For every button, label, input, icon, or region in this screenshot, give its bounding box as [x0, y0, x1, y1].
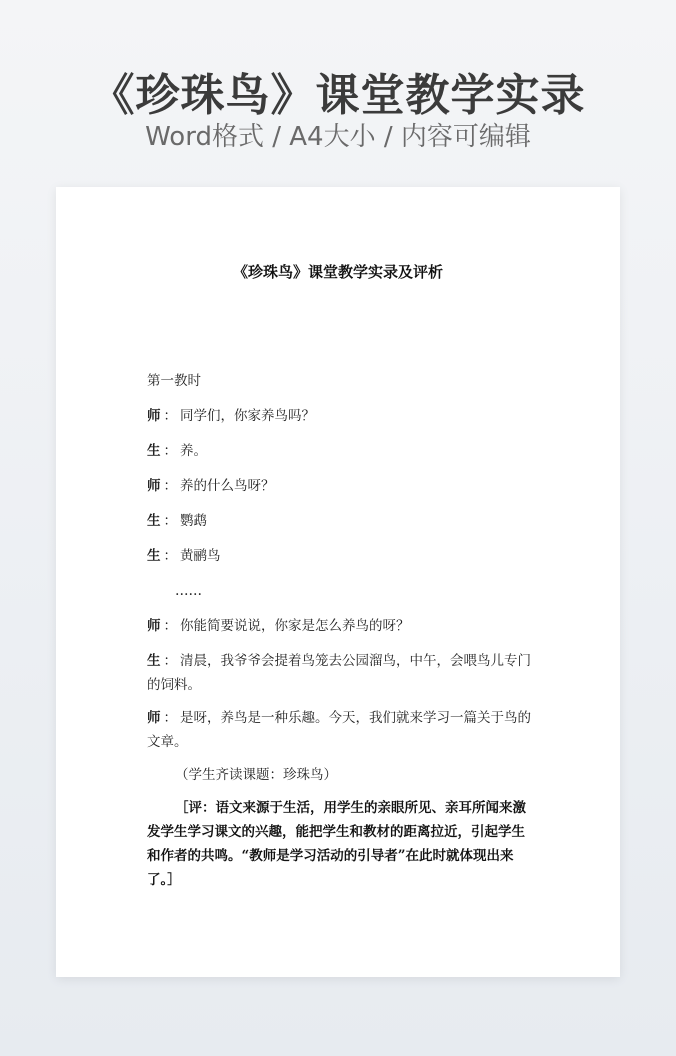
dialogue-line [147, 706, 533, 754]
separator: ： [163, 548, 177, 564]
dialogue-text: 是呀，养鸟是一种乐趣。今天，我们就来学习一篇关于鸟的文章。 [147, 710, 531, 750]
dialogue-line [147, 509, 533, 533]
speaker-label: 师 [147, 478, 161, 494]
separator: ： [163, 710, 177, 726]
banner-title: 《珍珠鸟》课堂教学实录 [90, 70, 586, 121]
dialogue-text: 鹦鹉 [180, 513, 207, 529]
dialogue-text: 你能简要说说，你家是怎么养鸟的呀？ [180, 618, 410, 634]
ellipsis: …… [175, 583, 202, 599]
separator: ： [163, 478, 177, 494]
document-body [147, 369, 533, 892]
speaker-label: 生 [147, 513, 161, 529]
dialogue-text: 养。 [180, 443, 207, 459]
speaker-label: 师 [147, 408, 161, 424]
dialogue-line [147, 474, 533, 498]
speaker-label: 师 [147, 710, 161, 726]
dialogue-text: 养的什么鸟呀？ [180, 478, 275, 494]
dialogue-line [147, 614, 533, 638]
separator: ： [163, 653, 177, 669]
speaker-label: 师 [147, 618, 161, 634]
dialogue-text: 同学们，你家养鸟吗？ [180, 408, 315, 424]
separator: ： [163, 408, 177, 424]
document-page [56, 187, 620, 977]
document-title: 《珍珠鸟》课堂教学实录及评析 [232, 263, 443, 281]
commentary-paragraph: ［评：语文来源于生活，用学生的亲眼所见、亲耳所闻来激发学生学习课文的兴趣，能把学生和教材的距离拉近，引起学生和作者的共鸣。“教师是学习活动的引导者”在此时就体现出来了。］ [147, 800, 526, 888]
stage-direction: （学生齐读课题：珍珠鸟） [175, 767, 337, 783]
dialogue-text: 清晨，我爷爷会提着鸟笼去公园溜鸟，中午，会喂鸟儿专门的饲料。 [147, 653, 531, 693]
section-heading: 第一教时 [147, 373, 201, 389]
dialogue-line [147, 649, 533, 697]
dialogue-line [147, 439, 533, 463]
speaker-label: 生 [147, 548, 161, 564]
dialogue-line [147, 404, 533, 428]
separator: ： [163, 443, 177, 459]
banner-subtitle: Word格式 / A4大小 / 内容可编辑 [145, 122, 531, 152]
separator: ： [163, 513, 177, 529]
speaker-label: 生 [147, 653, 161, 669]
dialogue-text: 黄鹂鸟 [180, 548, 221, 564]
speaker-label: 生 [147, 443, 161, 459]
dialogue-line [147, 544, 533, 568]
separator: ： [163, 618, 177, 634]
